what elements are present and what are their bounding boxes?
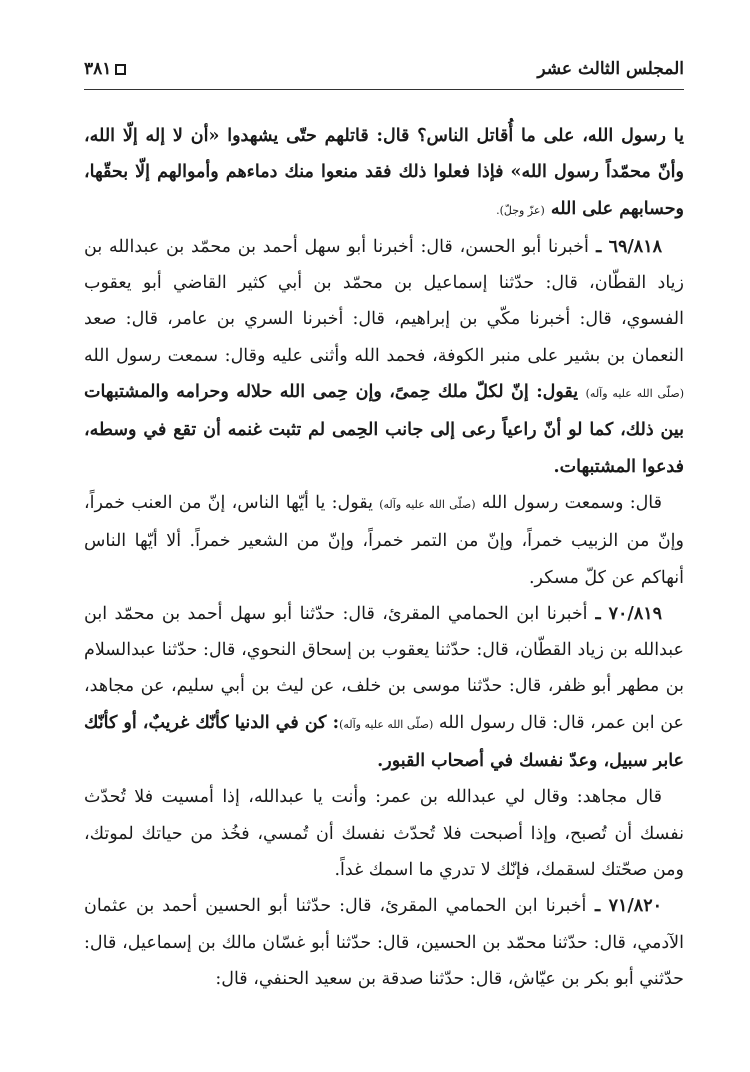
text-run: يقول: يا أيّها الناس، إنّ من العنب خمراً، وإنّ من الزبيب خمراً، وإنّ من التمر خمراً، وإنّ من الشعير خمراً. ألا أيّها الناس أنهاكم عن كلّ مسكر. xyxy=(84,492,684,588)
text-run: أخبرنا أبو الحسن، قال: أخبرنا أبو سهل أحمد بن محمّد بن عبدالله بن زياد القطّان، قال: حدّثنا إسماعيل بن محمّد بن أبي كثير القاضي أبو يعقوب الفسوي، قال: أخبرنا مكّي بن إبراهيم، قال: أخبرنا السري بن عامر، قال: صعد النعمان بن بشير على منبر الكوفة، فحمد الله وأثنى عليه وقال: سمعت رسول الله xyxy=(84,236,684,366)
text-run: ٧٠/٨١٩ ـ xyxy=(587,603,663,624)
text-run: يقول: إنّ لكلّ ملك حِمىً، وإن حِمى الله حلاله وحرامه والمشتبهات بين ذلك، كما لو أنّ راعياً رعى إلى جانب الحِمى لم تثبت غنمه أن تقع في وسطه، فدعوا المشتبهات. xyxy=(84,382,684,477)
square-icon xyxy=(115,64,126,75)
text-run: أخبرنا ابن الحمامي المقرئ، قال: حدّثنا أبو سهل أحمد بن محمّد ابن عبدالله بن زياد القطّان، قال: حدّثنا يعقوب بن إسحاق النحوي، قال: حدّثنا عبدالسلام بن مطهر أبو ظفر، قال: حدّثنا موسى بن خلف، عن ليث بن أبي سليم، عن مجاهد، عن ابن عمر، قال: قال رسول الله xyxy=(84,603,684,733)
text-run: يا رسول الله، على ما أُقاتل الناس؟ قال: قاتلهم حتّى يشهدوا «أن لا إله إلّا الله، وأنّ محمّداً رسول الله» فإذا فعلوا ذلك فقد منعوا منك دماءهم وأموالهم إلّا بحقّها، وحسابهم على الله xyxy=(84,126,684,219)
paragraph-p6 xyxy=(84,888,684,997)
text-run: ٧١/٨٢٠ ـ xyxy=(586,896,662,917)
chapter-title: المجلس الثالث عشر xyxy=(537,59,684,79)
text-run: ٦٩/٨١٨ ـ xyxy=(588,236,662,257)
paragraph-p3 xyxy=(84,485,684,596)
text-run: (عزّ وجلّ). xyxy=(496,203,545,217)
text-run: : كن في الدنيا كأنّك غريبٌ، أو كأنّك عابر سبيل، وعدّ نفسك في أصحاب القبور. xyxy=(84,712,684,772)
text-run: أخبرنا ابن الحمامي المقرئ، قال: حدّثنا أبو الحسين أحمد بن عثمان الآدمي، قال: حدّثنا محمّد بن الحسين، قال: حدّثنا أبو غسّان مالك بن إسماعيل، قال: حدّثني أبو بكر بن عيّاش، قال: حدّثنا صدقة بن سعيد الحنفي، قال: xyxy=(84,896,684,989)
page-number: ٣٨١ xyxy=(84,59,112,79)
page-number-group xyxy=(84,59,126,79)
text-run: قال: وسمعت رسول الله xyxy=(475,492,662,513)
text-run: (صلّى الله عليه وآله) xyxy=(339,717,434,731)
text-run: (صلّى الله عليه وآله) xyxy=(379,497,476,511)
text-run: (صلّى الله عليه وآله) xyxy=(585,387,684,401)
body-text xyxy=(84,118,684,997)
paragraph-p2 xyxy=(84,229,684,485)
paragraph-p4 xyxy=(84,596,684,779)
text-run: قال مجاهد: وقال لي عبدالله بن عمر: وأنت يا عبدالله، إذا أمسيت فلا تُحدّث نفسك أن تُصبح، وإذا أصبحت فلا تُحدّث نفسك أن تُمسي، فخُذ من حياتك لموتك، ومن صحّتك لسقمك، فإنّك لا تدري ما اسمك غداً. xyxy=(84,787,684,880)
header-rule xyxy=(84,89,684,90)
paragraph-p1 xyxy=(84,118,684,229)
page-header xyxy=(84,52,684,86)
paragraph-p5 xyxy=(84,779,684,888)
